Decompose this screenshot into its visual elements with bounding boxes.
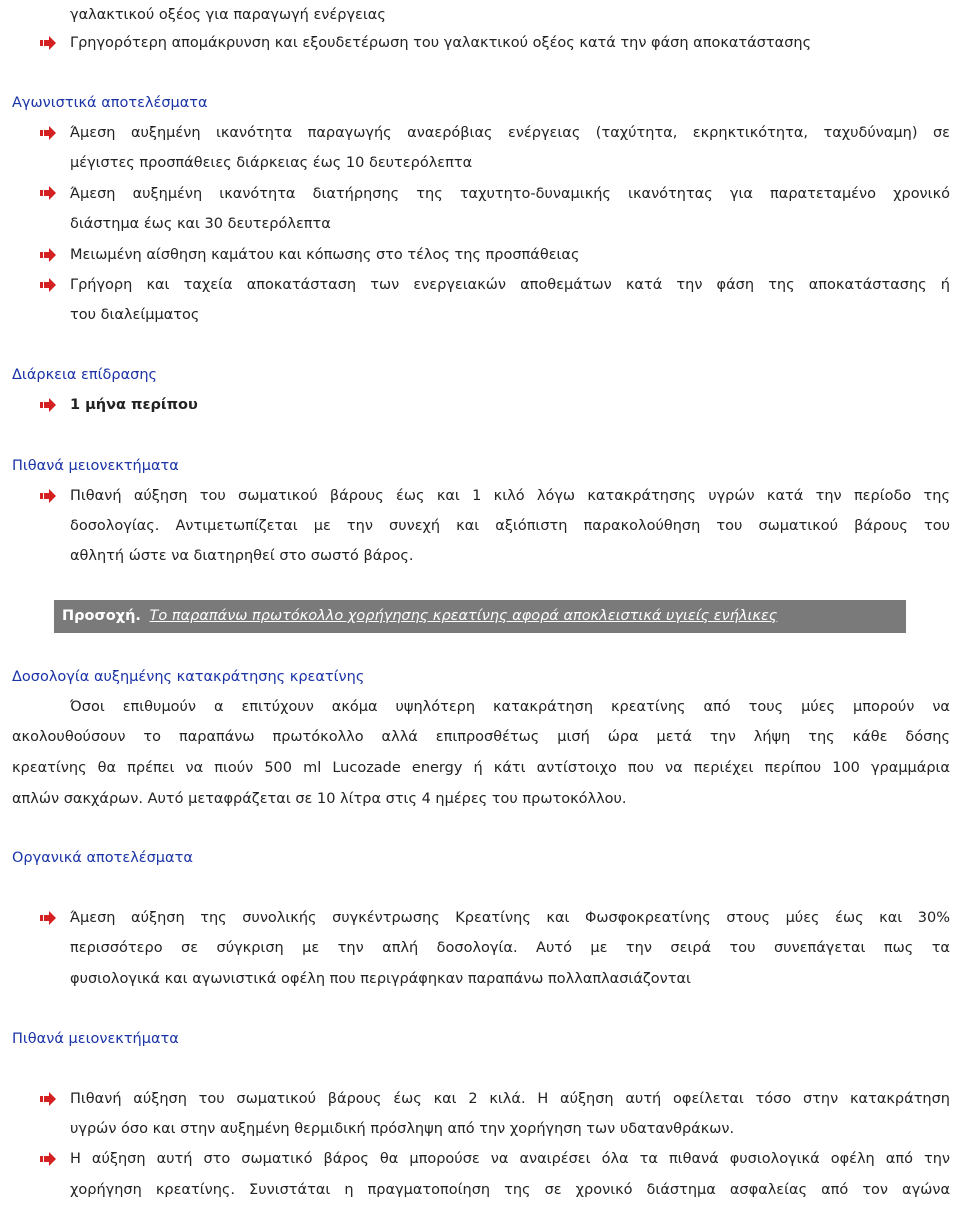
bullet-text: 1 μήνα περίπου bbox=[70, 397, 198, 413]
red-arrow-icon bbox=[40, 186, 56, 200]
bullet-text: χορήγηση κρεατίνης. Συνιστάται η πραγματοποίηση της σε χρονικό διάστημα ασφαλείας από τον αγώνα bbox=[70, 1182, 950, 1198]
bullet-text: μέγιστες προσπάθειες διάρκειας έως 10 δευτερόλεπτα bbox=[70, 155, 473, 171]
section-heading-duration: Διάρκεια επίδρασης bbox=[12, 367, 158, 383]
red-arrow-icon bbox=[40, 489, 56, 503]
text-line: γαλακτικού οξέος για παραγωγή ενέργειας bbox=[70, 7, 386, 23]
bullet-text: υγρών όσο και στην αυξημένη θερμιδική πρόσληψη από την χορήγηση των υδατανθράκων. bbox=[70, 1121, 735, 1137]
paragraph-line: Όσοι επιθυμούν α επιτύχουν ακόμα υψηλότερη κατακράτηση κρεατίνης από τους μύες μπορούν να bbox=[70, 699, 950, 715]
red-arrow-icon bbox=[40, 126, 56, 140]
bullet-text: Πιθανή αύξηση του σωματικού βάρους έως και 1 κιλό λόγω κατακράτησης υγρών κατά την περίοδο της bbox=[70, 488, 950, 504]
warning-note-bar bbox=[54, 600, 906, 633]
paragraph-line: ακολουθούσουν το παραπάνω πρωτόκολλο αλλά επιπροσθέτως μισή ώρα μετά την λήψη της κάθε δόσης bbox=[12, 729, 950, 745]
red-arrow-icon bbox=[40, 1092, 56, 1106]
red-arrow-icon bbox=[40, 248, 56, 262]
bullet-text: Η αύξηση αυτή στο σωματικό βάρος θα μπορούσε να αναιρέσει όλα τα πιθανά φυσιολογικά οφέλη από την bbox=[70, 1151, 950, 1167]
red-arrow-icon bbox=[40, 911, 56, 925]
bullet-text: αθλητή ώστε να διατηρηθεί στο σωστό βάρος. bbox=[70, 548, 414, 564]
bullet-text: δοσολογίας. Αντιμετωπίζεται με την συνεχή και αξιόπιστη παρακολούθηση του σωματικού βάρους του bbox=[70, 518, 950, 534]
bullet-text: Άμεση αύξηση της συνολικής συγκέντρωσης Κρεατίνης και Φωσφοκρεατίνης στους μύες έως και 30% bbox=[70, 910, 950, 926]
bullet-text: Γρήγορη και ταχεία αποκατάσταση των ενεργειακών αποθεμάτων κατά την φάση της αποκατάστασης ή bbox=[70, 277, 950, 293]
red-arrow-icon bbox=[40, 36, 56, 50]
section-heading-organic: Οργανικά αποτελέσματα bbox=[12, 850, 193, 866]
paragraph-line: κρεατίνης θα πρέπει να πιούν 500 ml Lucozade energy ή κάτι αντίστοιχο που να περιέχει περίπου 100 γραμμάρια bbox=[12, 760, 950, 776]
section-heading-dosage: Δοσολογία αυξημένης κατακράτησης κρεατίνης bbox=[12, 669, 365, 685]
bullet-text: Μειωμένη αίσθηση καμάτου και κόπωσης στο τέλος της προσπάθειας bbox=[70, 247, 580, 263]
bullet-text: Άμεση αυξημένη ικανότητα παραγωγής αναερόβιας ενέργειας (ταχύτητα, εκρηκτικότητα, ταχυδύναμη) σε bbox=[70, 125, 950, 141]
bullet-text: του διαλείμματος bbox=[70, 307, 200, 323]
warning-label: Προσοχή. bbox=[62, 608, 141, 624]
bullet-text: Άμεση αυξημένη ικανότητα διατήρησης της ταχυτητο-δυναμικής ικανότητας για παρατεταμένο χρονικό bbox=[70, 186, 950, 202]
section-heading-drawbacks: Πιθανά μειονεκτήματα bbox=[12, 1031, 179, 1047]
bullet-text: Πιθανή αύξηση του σωματικού βάρους έως και 2 κιλά. Η αύξηση αυτή οφείλεται τόσο στην κατακράτηση bbox=[70, 1091, 950, 1107]
section-heading-drawbacks: Πιθανά μειονεκτήματα bbox=[12, 458, 179, 474]
bullet-text: Γρηγορότερη απομάκρυνση και εξουδετέρωση του γαλακτικού οξέος κατά την φάση αποκατάστασης bbox=[70, 35, 812, 51]
warning-text: Το παραπάνω πρωτόκολλο χορήγησης κρεατίνης αφορά αποκλειστικά υγιείς ενήλικες bbox=[149, 608, 778, 624]
bullet-text: διάστημα έως και 30 δευτερόλεπτα bbox=[70, 216, 331, 232]
paragraph-line: απλών σακχάρων. Αυτό μεταφράζεται σε 10 λίτρα στις 4 ημέρες του πρωτοκόλλου. bbox=[12, 791, 627, 807]
red-arrow-icon bbox=[40, 278, 56, 292]
section-heading-competitive: Αγωνιστικά αποτελέσματα bbox=[12, 95, 208, 111]
red-arrow-icon bbox=[40, 1152, 56, 1166]
bullet-text: φυσιολογικά και αγωνιστικά οφέλη που περιγράφηκαν παραπάνω πολλαπλασιάζονται bbox=[70, 971, 691, 987]
red-arrow-icon bbox=[40, 398, 56, 412]
bullet-text: περισσότερο σε σύγκριση με την απλή δοσολογία. Αυτό με την σειρά του συνεπάγεται πως τα bbox=[70, 940, 950, 956]
